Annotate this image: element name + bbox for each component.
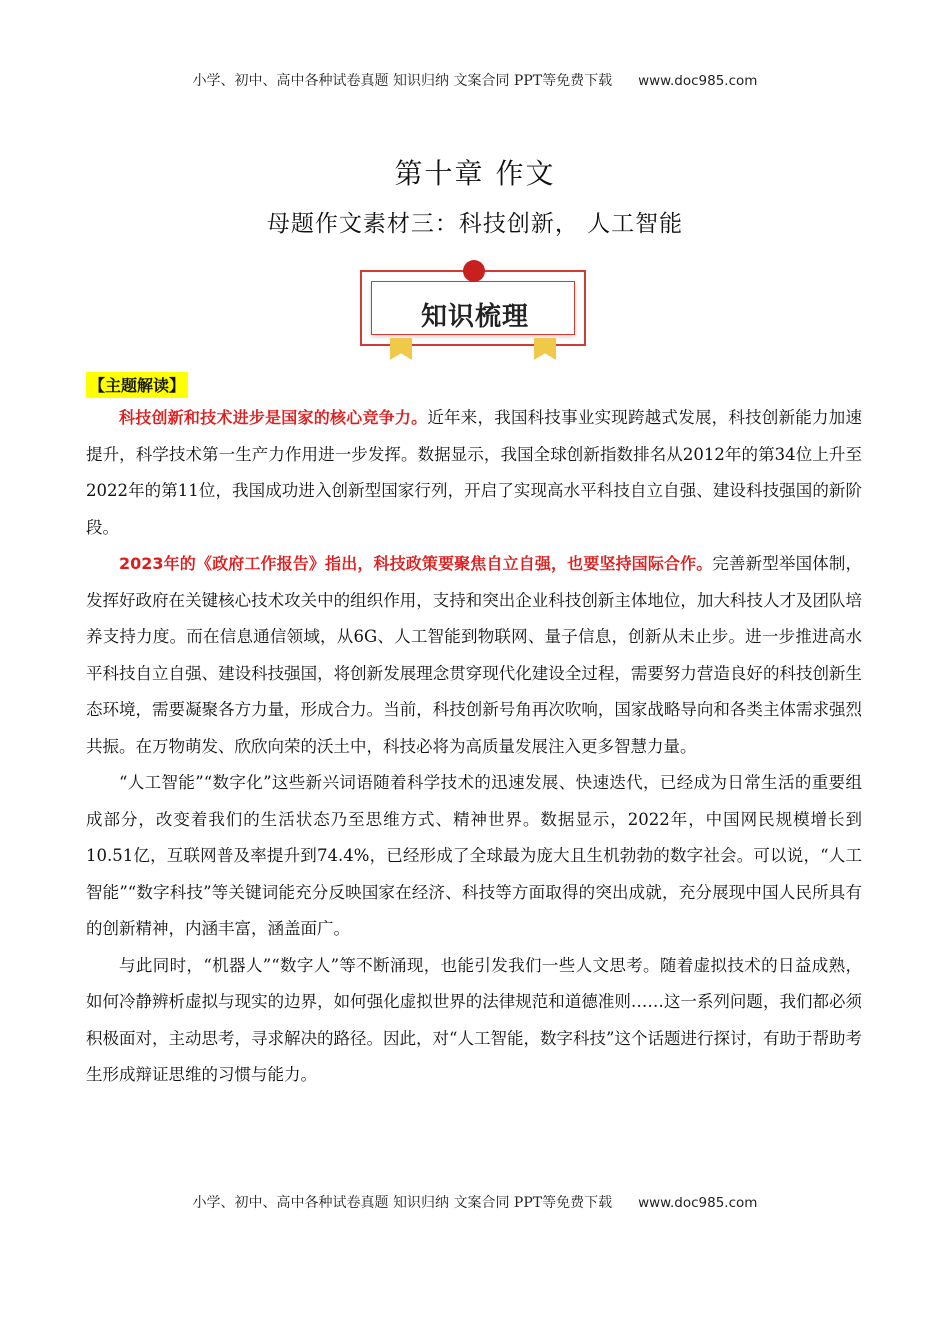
badge-pin-icon xyxy=(463,260,485,282)
paragraph-1 xyxy=(86,400,862,546)
footer-site-link[interactable]: www.doc985.com xyxy=(638,1195,758,1211)
chapter-title: 第十章 作文 xyxy=(394,157,556,190)
badge-label: 知识梳理 xyxy=(420,302,529,332)
paragraph-1-highlight: 科技创新和技术进步是国家的核心竞争力。 xyxy=(119,408,428,427)
paragraph-3 xyxy=(86,765,862,948)
section-label: 【主题解读】 xyxy=(86,372,188,398)
paragraph-2-text: 完善新型举国体制，发挥好政府在关键核心技术攻关中的组织作用，支持和突出企业科技创新主体地位，加大科技人才及团队培养支持力度。而在信息通信领域，从6G、人工智能到物联网、量子信息，创新从未止步。进一步推进高水平科技自立自强、建设科技强国，将创新发展理念贯穿现代化建设全过程，需要努力营造良好的科技创新生态环境，需要凝聚各方力量，形成合力。当前，科技创新号角再次吹响，国家战略导向和各类主体需求强烈共振。在万物萌发、欣欣向荣的沃土中，科技必将为高质量发展注入更多智慧力量。 xyxy=(86,554,862,756)
paragraph-2-highlight: 2023年的《政府工作报告》指出，科技政策要聚焦自立自强，也要坚持国际合作。 xyxy=(119,554,713,573)
header-site-link[interactable]: www.doc985.com xyxy=(638,73,758,89)
page-footer xyxy=(0,1192,950,1212)
article-body xyxy=(86,400,862,1094)
paragraph-1-text: 近年来，我国科技事业实现跨越式发展，科技创新能力加速提升，科学技术第一生产力作用进一步发挥。数据显示，我国全球创新指数排名从2012年的第34位上升至2022年的第11位，我国成功进入创新型国家行列，开启了实现高水平科技自立自强、建设科技强国的新阶段。 xyxy=(86,408,862,537)
header-text: 小学、初中、高中各种试卷真题 知识归纳 文案合同 PPT等免费下载 xyxy=(192,73,613,89)
paragraph-4-text: 与此同时，“机器人”“数字人”等不断涌现，也能引发我们一些人文思考。随着虚拟技术的日益成熟，如何冷静辨析虚拟与现实的边界，如何强化虚拟世界的法律规范和道德准则……这一系列问题，我们都必须积极面对，主动思考，寻求解决的路径。因此，对“人工智能，数字科技”这个话题进行探讨，有助于帮助考生形成辩证思维的习惯与能力。 xyxy=(86,955,862,1084)
paragraph-4 xyxy=(86,948,862,1094)
paragraph-3-text: “人工智能”“数字化”这些新兴词语随着科学技术的迅速发展、快速迭代，已经成为日常生活的重要组成部分，改变着我们的生活状态乃至思维方式、精神世界。数据显示，2022年，中国网民规模增长到10.51亿，互联网普及率提升到74.4%，已经形成了全球最为庞大且生机勃勃的数字社会。可以说，“人工智能”“数字科技”等关键词能充分反映国家在经济、科技等方面取得的突出成就，充分展现中国人民所具有的创新精神，内涵丰富，涵盖面广。 xyxy=(86,773,862,938)
ribbon-right-icon xyxy=(534,338,556,360)
ribbon-left-icon xyxy=(390,338,412,360)
chapter-subtitle: 母题作文素材三：科技创新， 人工智能 xyxy=(266,211,684,237)
footer-text: 小学、初中、高中各种试卷真题 知识归纳 文案合同 PPT等免费下载 xyxy=(192,1195,613,1211)
page-header xyxy=(0,70,950,90)
knowledge-badge xyxy=(360,258,590,358)
paragraph-2 xyxy=(86,546,862,765)
